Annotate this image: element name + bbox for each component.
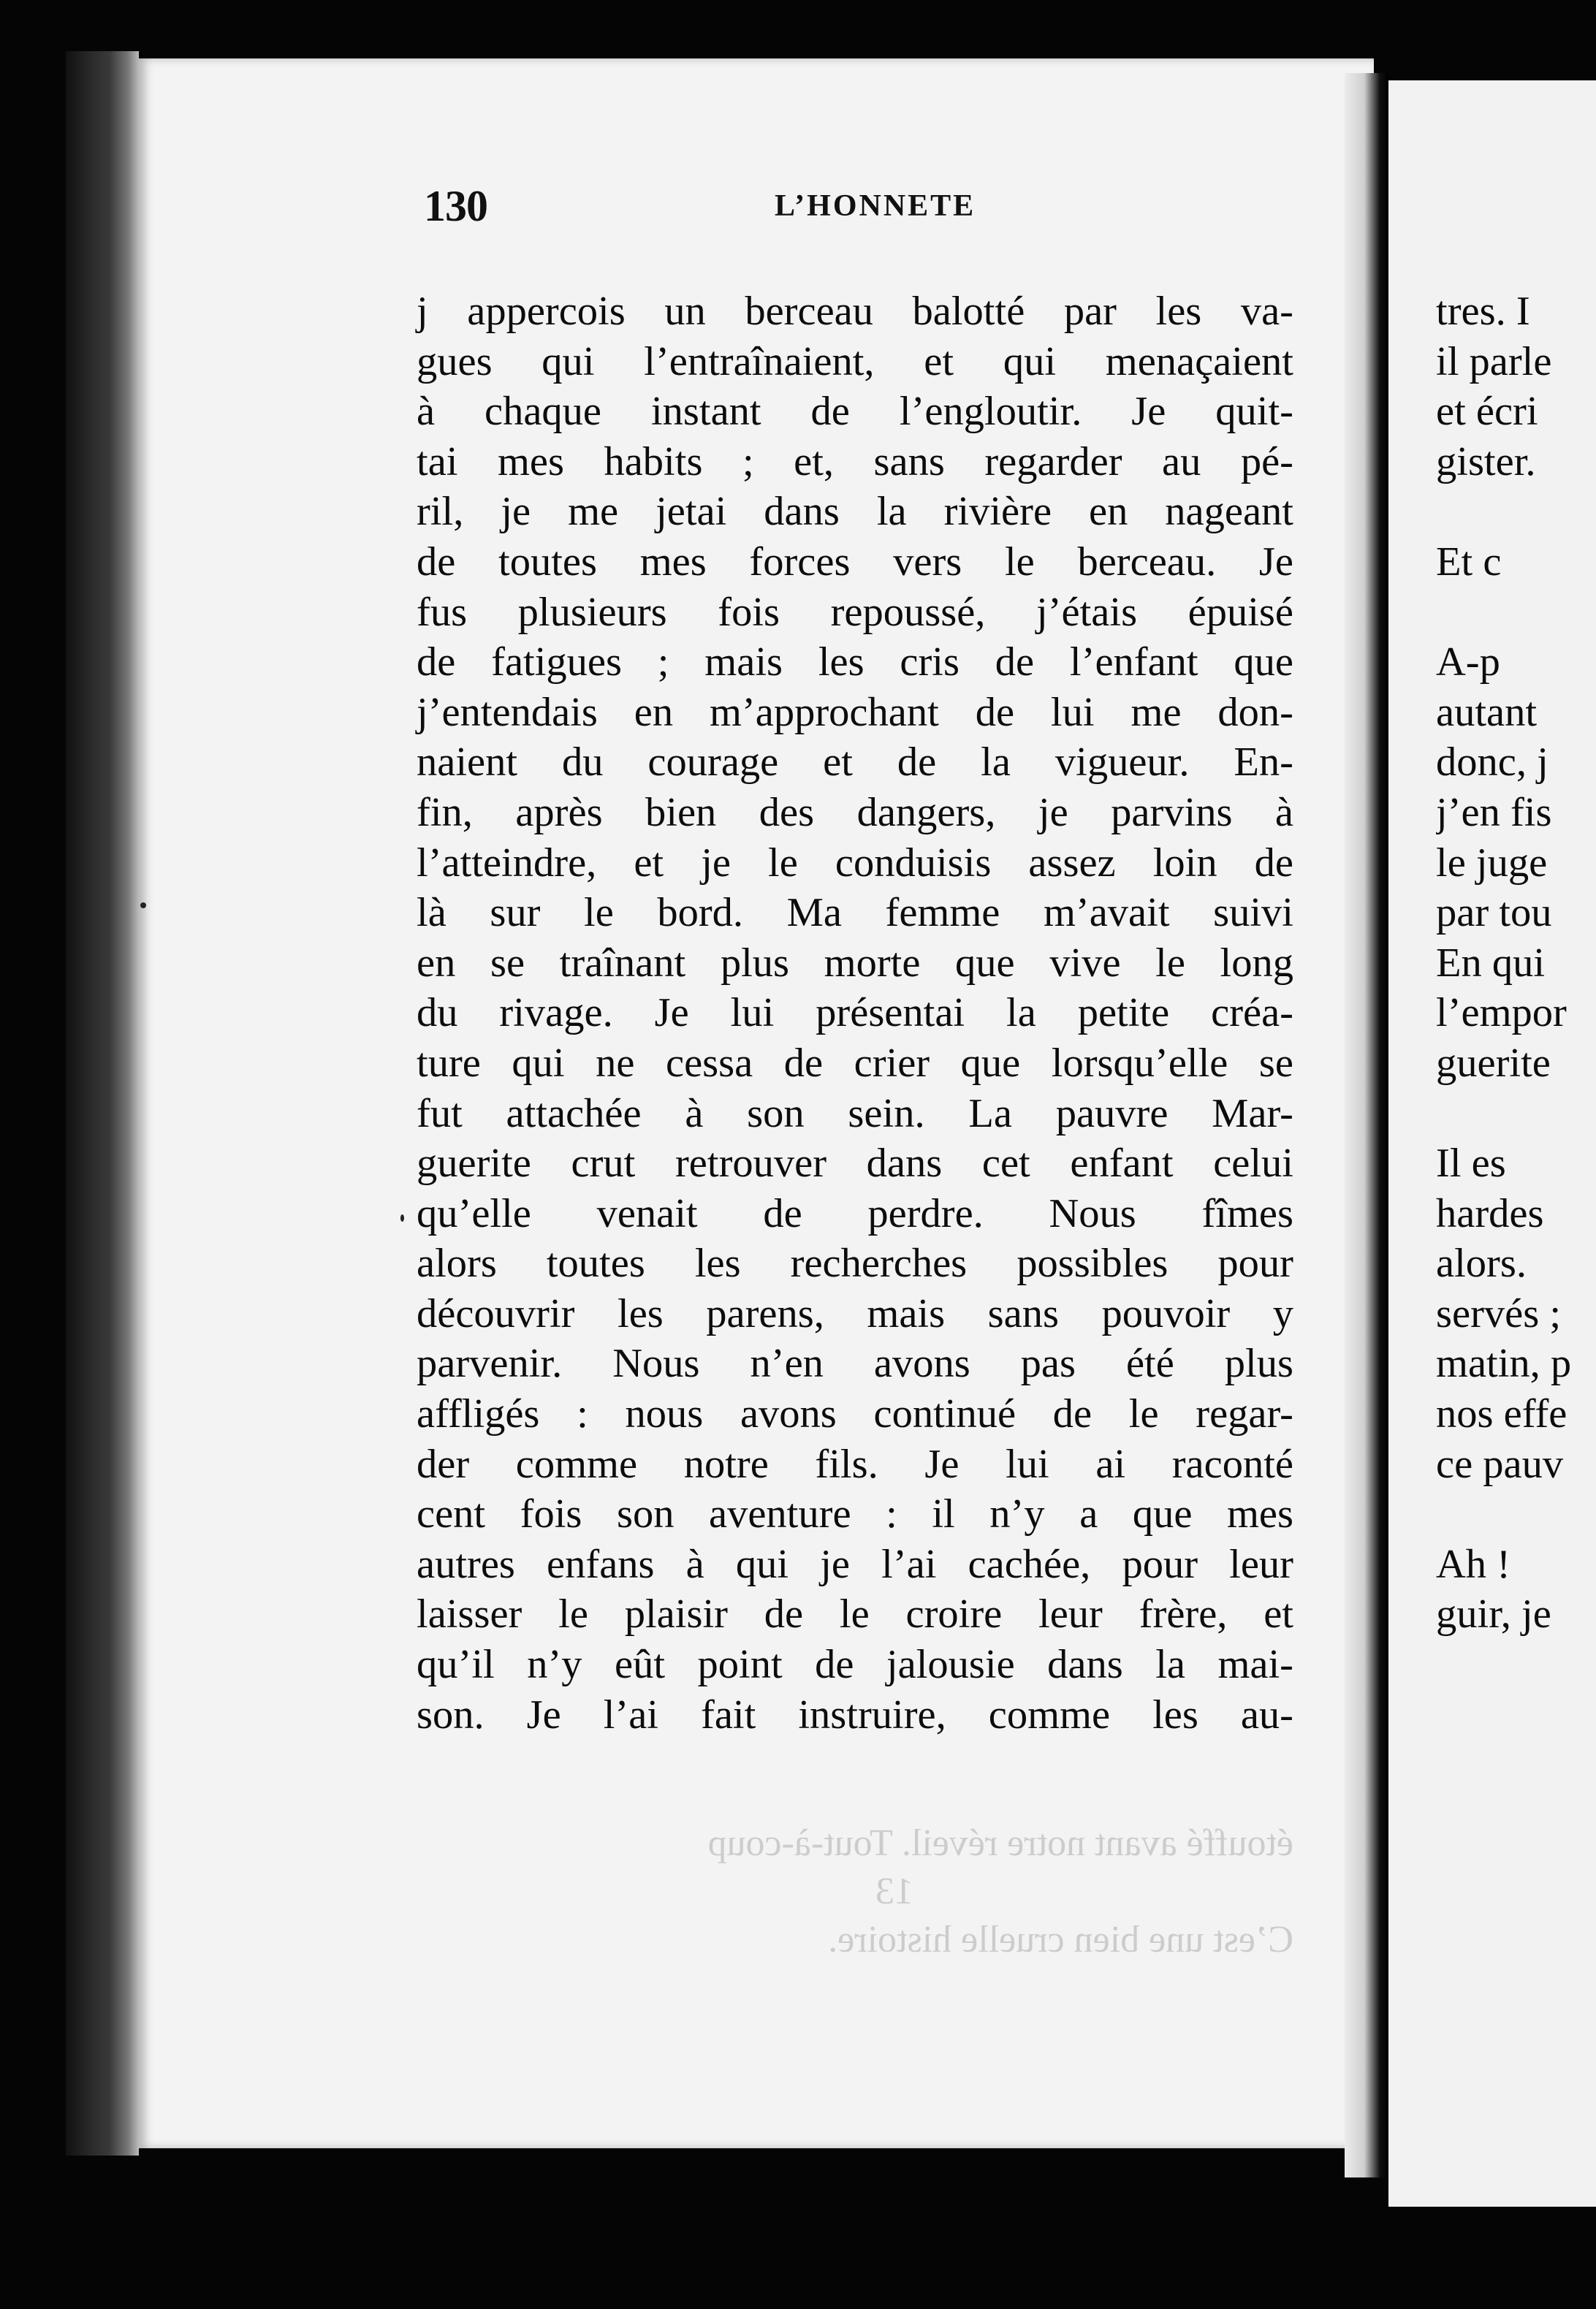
text-line: laisser le plaisir de le croire leur frère, et: [417, 1591, 1293, 1637]
text-line: l’empor: [1436, 990, 1567, 1036]
running-head: [424, 181, 1293, 240]
text-line: matin, p: [1436, 1341, 1572, 1387]
text-line: guerite crut retrouver dans cet enfant celui: [417, 1141, 1293, 1187]
text-line: donc, j: [1436, 739, 1548, 785]
text-line: Et c: [1436, 539, 1502, 585]
text-line: qu’elle venait de perdre. Nous fîmes: [417, 1190, 1293, 1236]
text-line: guir, je: [1436, 1591, 1551, 1637]
text-line: tai mes habits ; et, sans regarder au pé-: [417, 438, 1293, 484]
text-line: l’atteindre, et je le conduisis assez loin de: [417, 840, 1293, 886]
bleed-through-line: C’est une bien cruelle histoire.: [828, 1919, 1293, 1960]
text-line: et écri: [1436, 389, 1538, 435]
text-line: son. Je l’ai fait instruire, comme les au-: [417, 1692, 1293, 1738]
text-line: Ah !: [1436, 1541, 1510, 1587]
bleed-through-line: étouffé avant notre réveil. Tout-à-coup: [707, 1822, 1293, 1864]
text-line: ril, je me jetai dans la rivière en nageant: [417, 489, 1293, 535]
ink-speck: [140, 902, 146, 908]
bleed-through-text: [417, 1819, 1293, 1964]
text-line: naient du courage et de la vigueur. En-: [417, 739, 1293, 785]
text-line: de fatigues ; mais les cris de l’enfant que: [417, 639, 1293, 685]
text-line: ture qui ne cessa de crier que lorsqu’elle se: [417, 1040, 1293, 1086]
text-line: autant: [1436, 689, 1538, 735]
text-line: [1436, 587, 1596, 638]
text-line: j’entendais en m’approchant de lui me don-: [417, 689, 1293, 735]
text-line: ce pauv: [1436, 1441, 1564, 1487]
text-line: [1436, 1089, 1596, 1139]
book-spine-edge: [66, 51, 139, 2156]
text-line: En qui: [1436, 940, 1546, 986]
text-line: [1436, 1489, 1596, 1540]
text-line: là sur le bord. Ma femme m’avait suivi: [417, 890, 1293, 936]
text-line: alors.: [1436, 1241, 1527, 1287]
text-line: alors toutes les recherches possibles pour: [417, 1241, 1293, 1287]
text-line: par tou: [1436, 890, 1552, 936]
text-line: Il es: [1436, 1141, 1506, 1187]
text-line: guerite: [1436, 1040, 1551, 1086]
text-line: à chaque instant de l’engloutir. Je quit-: [417, 389, 1293, 435]
text-line: découvrir les parens, mais sans pouvoir y: [417, 1290, 1293, 1336]
page-gutter: [1345, 73, 1388, 2177]
text-line: der comme notre fils. Je lui ai raconté: [417, 1441, 1293, 1487]
ink-speck: [400, 1214, 404, 1222]
text-line: il parle: [1436, 338, 1552, 384]
text-line: du rivage. Je lui présentai la petite créa-: [417, 990, 1293, 1036]
text-line: servés ;: [1436, 1290, 1562, 1336]
page-number: 130: [424, 182, 487, 230]
text-line: fus plusieurs fois repoussé, j’étais épuisé: [417, 589, 1293, 635]
text-line: le juge: [1436, 840, 1548, 886]
text-line: affligés : nous avons continué de le regar-: [417, 1391, 1293, 1437]
text-line: fut attachée à son sein. La pauvre Mar-: [417, 1090, 1293, 1136]
text-line: cent fois son aventure : il n’y a que mes: [417, 1491, 1293, 1537]
text-line: gister.: [1436, 438, 1536, 484]
text-line: [1436, 487, 1596, 537]
left-page-body-text: [417, 286, 1293, 1740]
text-line: tres. I: [1436, 289, 1530, 334]
text-line: nos effe: [1436, 1391, 1568, 1437]
running-head-title: L’HONNETE: [775, 189, 976, 223]
text-line: A-p: [1436, 639, 1500, 685]
text-line: gues qui l’entraînaient, et qui menaçaient: [417, 338, 1293, 384]
right-page-body-text: [1436, 286, 1596, 1640]
text-line: parvenir. Nous n’en avons pas été plus: [417, 1341, 1293, 1387]
text-line: en se traînant plus morte que vive le long: [417, 940, 1293, 986]
text-line: qu’il n’y eût point de jalousie dans la mai-: [417, 1642, 1293, 1688]
text-line: fin, après bien des dangers, je parvins à: [417, 789, 1293, 835]
text-line: hardes: [1436, 1190, 1544, 1236]
text-line: autres enfans à qui je l’ai cachée, pour leur: [417, 1541, 1293, 1587]
text-line: j appercois un berceau balotté par les va-: [417, 289, 1293, 334]
text-line: j’en fis: [1436, 789, 1552, 835]
text-line: de toutes mes forces vers le berceau. Je: [417, 539, 1293, 585]
bleed-through-line: 13: [875, 1871, 913, 1912]
